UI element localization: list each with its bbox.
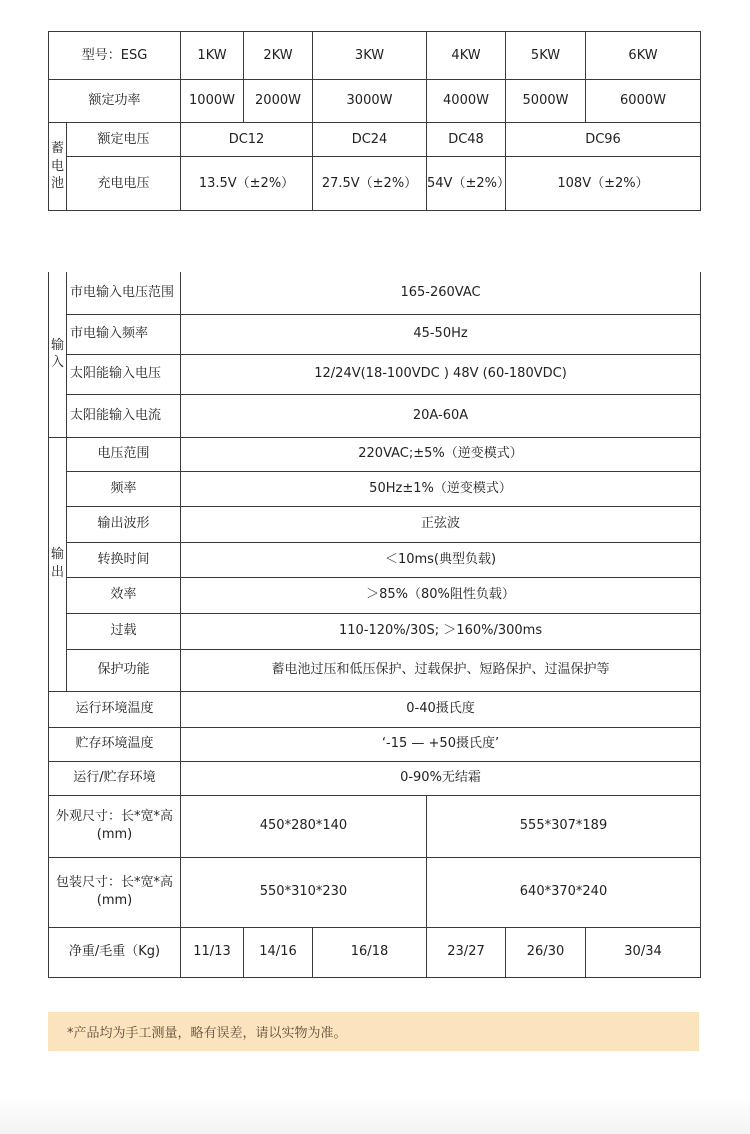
weight-value: 26/30 bbox=[506, 927, 586, 977]
group-char: 输 bbox=[50, 337, 64, 353]
weight-value: 11/13 bbox=[181, 927, 244, 977]
spec-row bbox=[49, 542, 701, 577]
spec-row bbox=[49, 761, 701, 795]
spec-value: 20A-60A bbox=[181, 394, 701, 437]
spec-row bbox=[49, 354, 701, 394]
model-cell: 6KW bbox=[586, 32, 701, 80]
spec-label: 太阳能输入电压 bbox=[67, 354, 181, 394]
group-char: 蓄 bbox=[50, 141, 64, 157]
power-label: 额定功率 bbox=[49, 80, 181, 123]
spec-label: 太阳能输入电流 bbox=[67, 394, 181, 437]
package-size-value: 550*310*230 bbox=[181, 857, 427, 927]
package-size-label-line: 包装尺寸：长*宽*高 bbox=[55, 875, 173, 891]
spec-label: 贮存环境温度 bbox=[49, 727, 181, 761]
spec-label: 效率 bbox=[67, 577, 181, 613]
spec-row bbox=[49, 613, 701, 649]
package-row bbox=[49, 857, 701, 927]
charge-voltage-cell: 108V（±2%） bbox=[506, 157, 701, 211]
rated-voltage-label: 额定电压 bbox=[67, 123, 181, 157]
group-char: 输 bbox=[50, 547, 64, 563]
outer-size-value: 450*280*140 bbox=[181, 795, 427, 857]
charge-voltage-cell: 27.5V（±2%） bbox=[313, 157, 427, 211]
spec-label: 保护功能 bbox=[67, 649, 181, 691]
rated-voltage-cell: DC96 bbox=[506, 123, 701, 157]
power-cell: 6000W bbox=[586, 80, 701, 123]
outer-size-value: 555*307*189 bbox=[427, 795, 701, 857]
spec-row bbox=[49, 272, 701, 314]
spec-label: 运行/贮存环境 bbox=[49, 761, 181, 795]
charge-voltage-label: 充电电压 bbox=[67, 157, 181, 211]
spec-table-bottom bbox=[48, 272, 701, 978]
spec-value: 45-50Hz bbox=[181, 314, 701, 354]
spec-value: 165-260VAC bbox=[181, 272, 701, 314]
spec-value: ＞85%（80%阻性负载） bbox=[181, 577, 701, 613]
rated-voltage-cell: DC48 bbox=[427, 123, 506, 157]
output-group-label bbox=[49, 437, 67, 691]
spec-row bbox=[49, 394, 701, 437]
spec-row bbox=[49, 649, 701, 691]
spec-value: 0-40摄氏度 bbox=[181, 691, 701, 727]
spec-value: 0-90%无结霜 bbox=[181, 761, 701, 795]
weight-value: 30/34 bbox=[586, 927, 701, 977]
weight-value: 16/18 bbox=[313, 927, 427, 977]
rated-voltage-row bbox=[49, 123, 701, 157]
footer-note: *产品均为手工测量，略有误差，请以实物为准。 bbox=[48, 1012, 699, 1051]
charge-voltage-cell: 13.5V（±2%） bbox=[181, 157, 313, 211]
model-label: 型号：ESG bbox=[49, 32, 181, 80]
weight-row bbox=[49, 927, 701, 977]
model-cell: 4KW bbox=[427, 32, 506, 80]
package-size-unit: (mm) bbox=[96, 893, 133, 908]
model-row bbox=[49, 32, 701, 80]
spec-label: 转换时间 bbox=[67, 542, 181, 577]
power-row bbox=[49, 80, 701, 123]
spec-value: 50Hz±1%（逆变模式） bbox=[181, 471, 701, 506]
bottom-fade bbox=[0, 1096, 750, 1134]
group-char: 出 bbox=[50, 565, 64, 580]
package-size-label bbox=[49, 857, 181, 927]
spec-value: 12/24V(18-100VDC ) 48V (60-180VDC) bbox=[181, 354, 701, 394]
group-char: 池 bbox=[50, 176, 64, 192]
spec-label: 市电输入频率 bbox=[67, 314, 181, 354]
outer-size-unit: (mm) bbox=[96, 827, 133, 842]
battery-group-label bbox=[49, 123, 67, 211]
spec-label: 过载 bbox=[67, 613, 181, 649]
spec-label: 输出波形 bbox=[67, 506, 181, 542]
model-cell: 2KW bbox=[244, 32, 313, 80]
spec-row bbox=[49, 437, 701, 471]
spec-value: ＜10ms(典型负载) bbox=[181, 542, 701, 577]
spec-row bbox=[49, 691, 701, 727]
spec-row bbox=[49, 471, 701, 506]
model-cell: 5KW bbox=[506, 32, 586, 80]
power-cell: 2000W bbox=[244, 80, 313, 123]
spec-row bbox=[49, 506, 701, 542]
group-char: 入 bbox=[50, 355, 64, 371]
spec-value: 220VAC;±5%（逆变模式） bbox=[181, 437, 701, 471]
spec-label: 运行环境温度 bbox=[49, 691, 181, 727]
spec-label: 电压范围 bbox=[67, 437, 181, 471]
group-char: 电 bbox=[50, 158, 64, 174]
weight-label: 净重/毛重（Kg) bbox=[49, 927, 181, 977]
model-cell: 1KW bbox=[181, 32, 244, 80]
charge-voltage-cell: 54V（±2%） bbox=[427, 157, 506, 211]
spec-label: 频率 bbox=[67, 471, 181, 506]
rated-voltage-cell: DC12 bbox=[181, 123, 313, 157]
rated-voltage-cell: DC24 bbox=[313, 123, 427, 157]
power-cell: 4000W bbox=[427, 80, 506, 123]
spec-table-top bbox=[48, 31, 701, 211]
spec-row bbox=[49, 314, 701, 354]
power-cell: 1000W bbox=[181, 80, 244, 123]
spec-value: 蓄电池过压和低压保护、过载保护、短路保护、过温保护等 bbox=[181, 649, 701, 691]
dimensions-row bbox=[49, 795, 701, 857]
spec-value: 正弦波 bbox=[181, 506, 701, 542]
package-size-value: 640*370*240 bbox=[427, 857, 701, 927]
spec-row bbox=[49, 577, 701, 613]
spec-row bbox=[49, 727, 701, 761]
power-cell: 3000W bbox=[313, 80, 427, 123]
model-cell: 3KW bbox=[313, 32, 427, 80]
spec-label: 市电输入电压范围 bbox=[67, 272, 181, 314]
power-cell: 5000W bbox=[506, 80, 586, 123]
outer-size-label bbox=[49, 795, 181, 857]
spec-value: 110-120%/30S; ＞160%/300ms bbox=[181, 613, 701, 649]
charge-voltage-row bbox=[49, 157, 701, 211]
input-group-label bbox=[49, 272, 67, 437]
weight-value: 14/16 bbox=[244, 927, 313, 977]
outer-size-label-line: 外观尺寸：长*宽*高 bbox=[55, 809, 173, 825]
weight-value: 23/27 bbox=[427, 927, 506, 977]
spec-value: ‘-15 — +50摄氏度’ bbox=[181, 727, 701, 761]
